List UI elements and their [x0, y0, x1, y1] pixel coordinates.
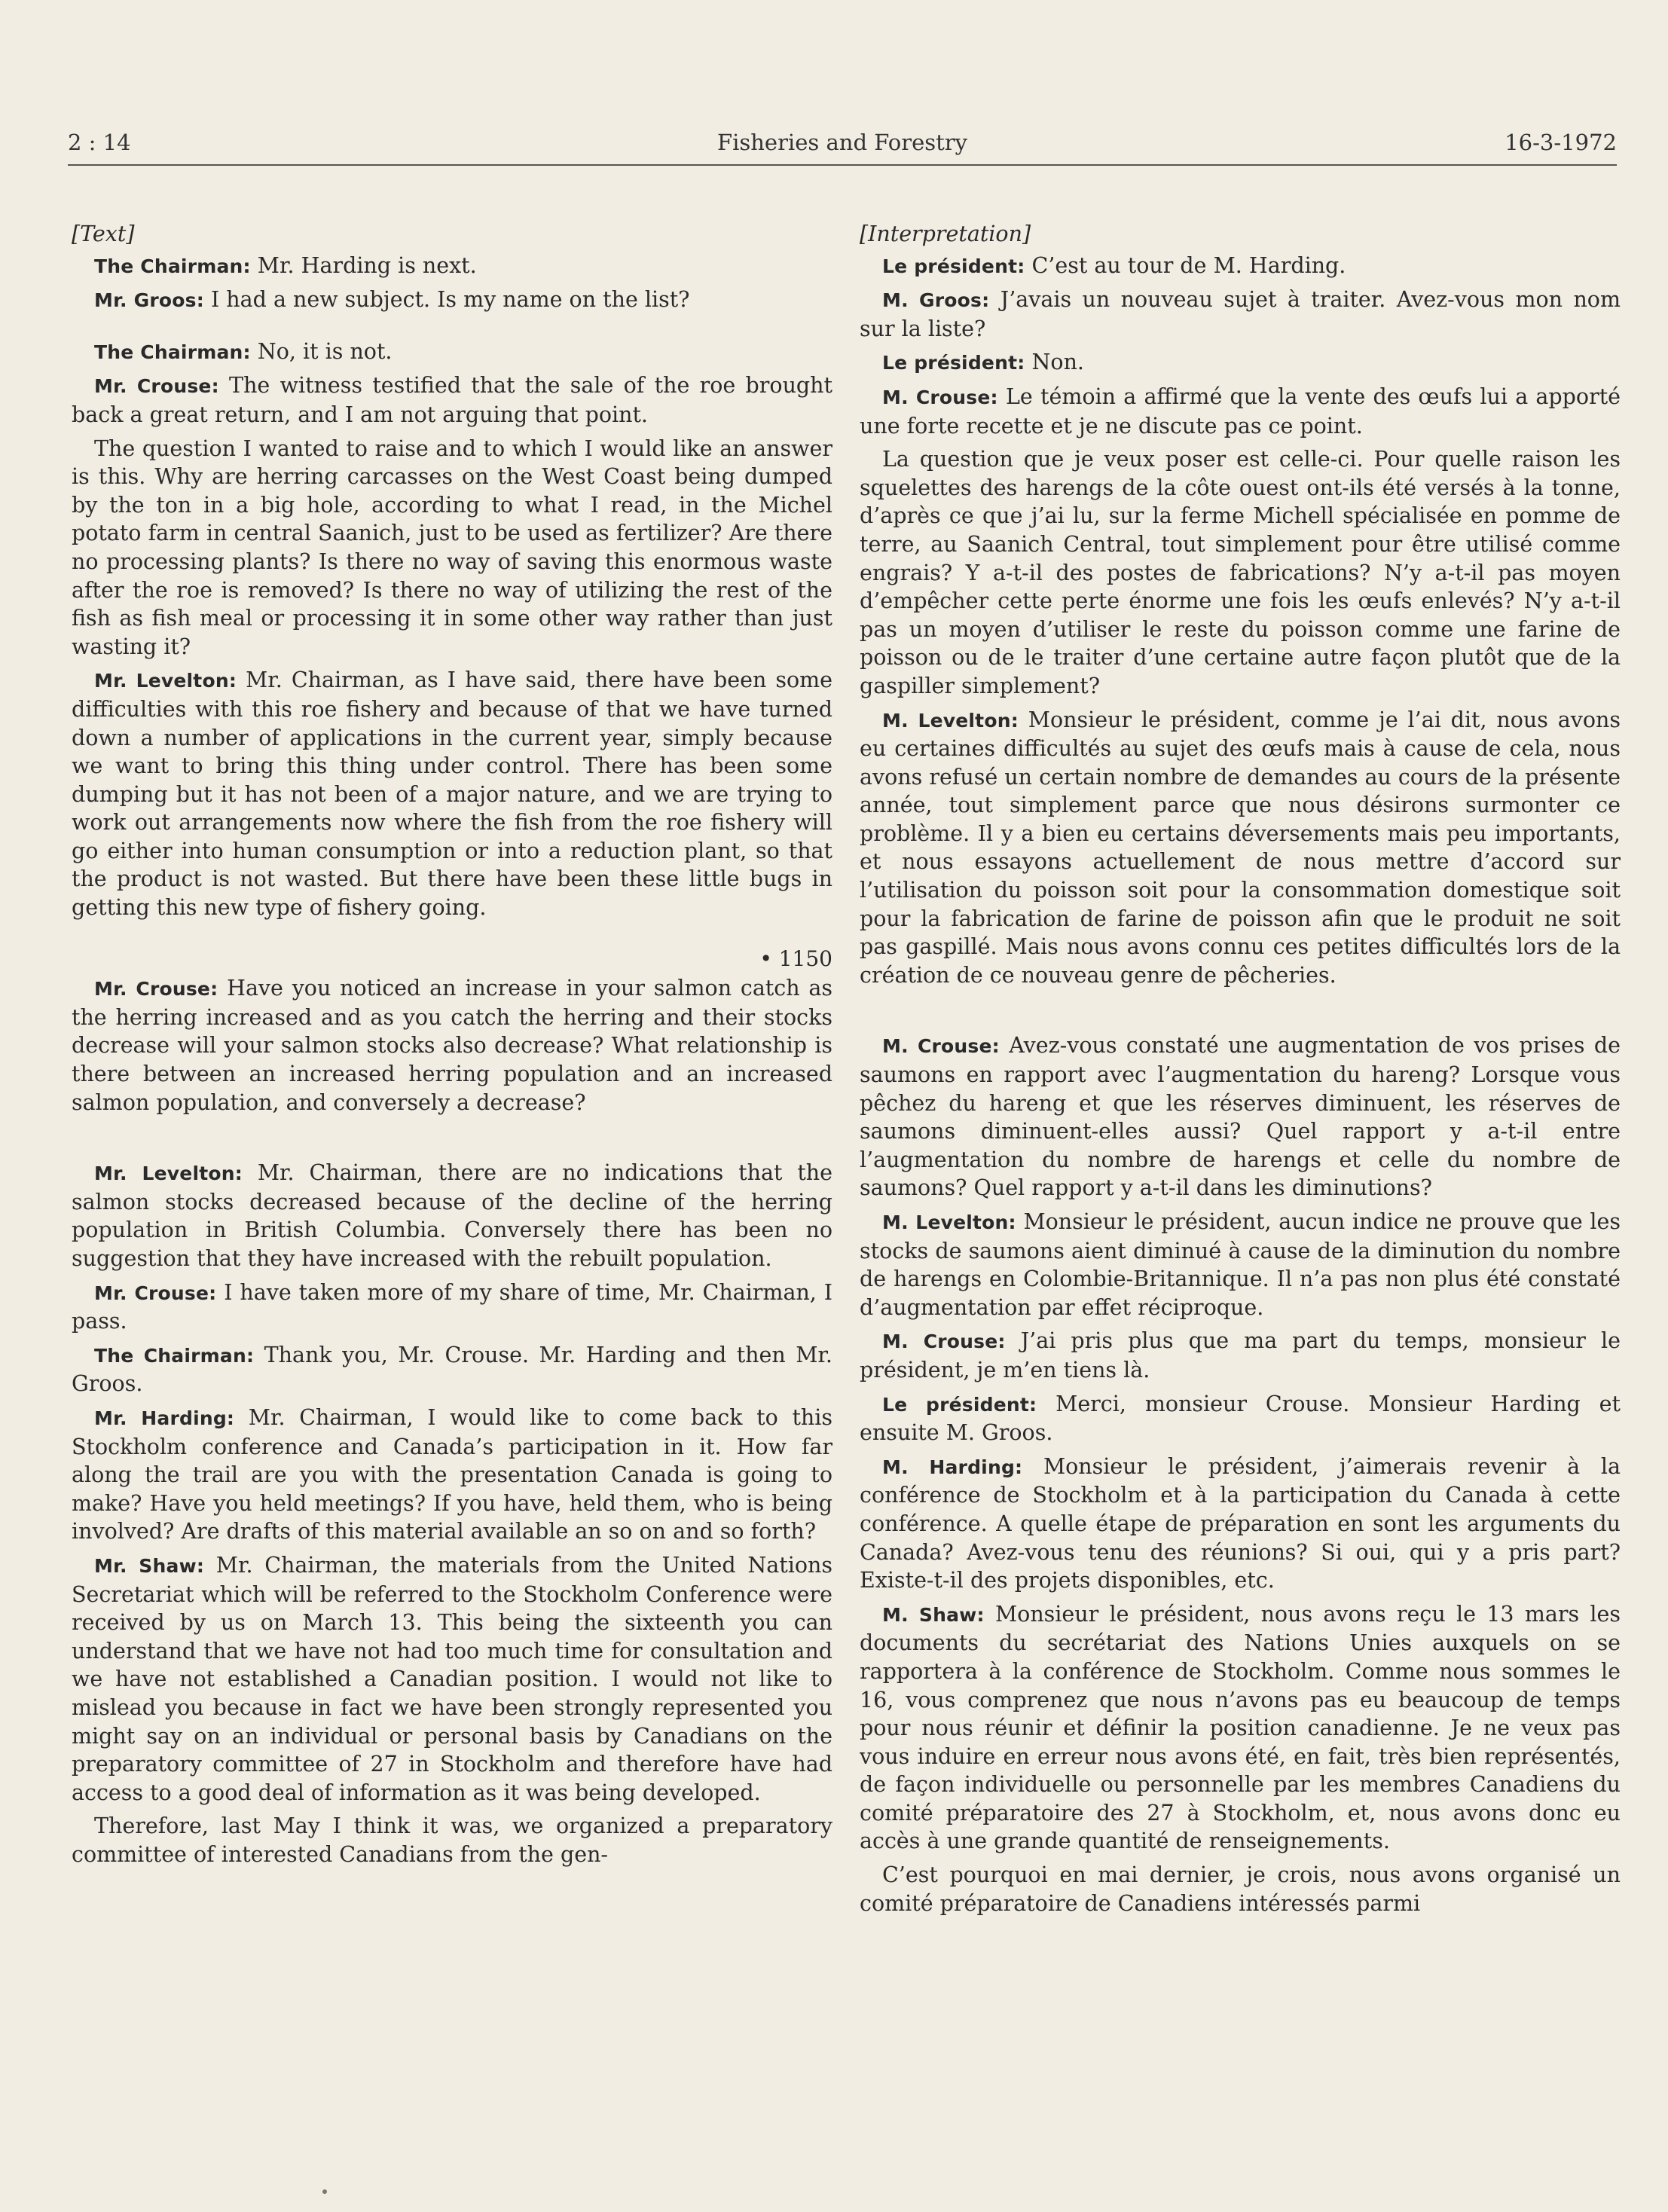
french-label: [Interpretation] — [860, 222, 1031, 246]
paragraph-text: Avez-vous constaté une augmentation de vos prises de saumons en rapport avec l’augmentation du hareng? Lorsque vous pêchez du hareng et que les réserves diminuent, les réserves de saumons diminuent-elles aussi? Quel rapport y a-t-il entre l’augmentation du nombre de harengs et celle du nombre de saumons? Quel rapport y a-t-il dans les diminutions? — [860, 1033, 1621, 1201]
paragraph — [72, 974, 832, 1117]
paragraph-text: No, it is not. — [250, 338, 393, 364]
speaker-name: Le président: — [882, 1393, 1037, 1416]
paragraph-text: Monsieur le président, nous avons reçu le 13 mars les documents du secrétariat des Nations Unies auxquels on se rapportera à la conférence de Stockholm. Comme nous sommes le 16, vous comprenez que nous n’avons pas eu beaucoup de temps pour nous réunir et définir la position canadienne. Je ne veux pas vous induire en erreur nous avons été, en fait, très bien représentés, de façon individuelle ou personnelle par les membres Canadiens du comité préparatoire des 27 à Stockholm, et, nous avons donc eu accès à une grande quantité de renseignements. — [860, 1601, 1621, 1854]
paragraph — [860, 286, 1621, 343]
paragraph — [860, 252, 1621, 281]
paragraph-text: La question que je veux poser est celle-ci. Pour quelle raison les squelettes des harengs de la côte ouest ont-ils été versés à la tonne, d’après ce que j’ai lu, sur la ferme Michell spécialisée en pomme de terre, au Saanich Central, tout simplement pour être utilisé comme engrais? Y a-t-il des postes de fabrications? N’y a-t-il pas moyen d’empêcher cette perte énorme une fois les œufs enlevés? N’y a-t-il pas un moyen d’utiliser le reste du poisson comme une farine de poisson ou de le traiter d’une certaine autre façon plutôt que de la gaspiller simplement? — [860, 447, 1621, 698]
page-header — [68, 130, 1617, 164]
paragraph — [860, 348, 1621, 377]
paragraph-text: Monsieur le président, comme je l’ai dit, nous avons eu certaines difficultés au sujet des œufs mais à cause de cela, nous avons refusé un certain nombre de demandes au cours de la présente année, tout simplement parce que nous désirons surmonter ce problème. Il y a bien eu certains déversements mais peu importants, et nous essayons actuellement de nous mettre d’accord sur l’utilisation du poisson soit pour la consommation domestique soit pour la fabrication de farine de poisson afin que le produit ne soit pas gaspillé. Mais nous avons connu ces petites difficultés lors de la création de ce nouveau genre de pêcheries. — [860, 707, 1621, 988]
paragraph-text: Mr. Chairman, the materials from the United Nations Secretariat which will be referred to the Stockholm Conference were received by us on March 13. This being the sixteenth you can understand that we have not had too much time for consultation and we have not established a Canadian position. I would not like to mislead you because in fact we have been strongly represented you might say on an individual or personal basis by Canadians on the preparatory committee of 27 in Stockholm and therefore have had access to a good deal of information as it was being developed. — [72, 1552, 832, 1805]
speaker-name: M. Crouse: — [882, 386, 998, 408]
paragraph-text: C’est au tour de M. Harding. — [1025, 252, 1346, 278]
paragraph — [72, 1404, 832, 1546]
paragraph-text: J’avais un nouveau sujet à traiter. Avez-vous mon nom sur la liste? — [860, 287, 1621, 341]
paragraph-text: I have taken more of my share of time, Mr. Chairman, I pass. — [72, 1279, 832, 1334]
paragraph-text: Mr. Chairman, as I have said, there have been some difficulties with this roe fishery and because of that we have turned down a number of applications in the current year, simply because we want to bring this thing under control. There has been some dumping but it has not been of a major nature, and we are trying to work out arrangements now where the fish from the roe fishery will go either into human consumption or into a reduction plant, so that the product is not wasted. But there have been these little bugs in getting this new type of fishery going. — [72, 668, 832, 921]
paragraph — [860, 1031, 1621, 1202]
paragraph — [72, 435, 832, 661]
paragraph-text: Mr. Chairman, there are no indications that the salmon stocks decreased because of the decline of the herring population in British Columbia. Conversely there has been no suggestion that they have increased with the rebuilt population. — [72, 1160, 832, 1271]
speaker-name: Mr. Crouse: — [94, 978, 218, 1001]
speaker-name: Mr. Crouse: — [94, 1282, 217, 1304]
speaker-name: Mr. Shaw: — [94, 1554, 205, 1577]
paragraph-text: I had a new subject. Is my name on the list? — [203, 287, 690, 313]
speaker-name: Mr. Levelton: — [94, 670, 237, 692]
paragraph — [72, 666, 832, 921]
paragraph — [860, 1453, 1621, 1595]
speaker-name: Le président: — [882, 352, 1025, 374]
paragraph-text: Merci, monsieur Crouse. Monsieur Harding et ensuite M. Groos. — [860, 1391, 1621, 1446]
speaker-name: Mr. Crouse: — [94, 375, 219, 398]
english-column — [72, 220, 832, 2179]
speaker-name: M. Levelton: — [882, 709, 1019, 732]
paragraph — [72, 371, 832, 429]
paragraph-text: J’ai pris plus que ma part du temps, monsieur le président, je m’en tiens là. — [860, 1328, 1621, 1382]
speaker-name: M. Shaw: — [882, 1603, 985, 1626]
speaker-name: M. Crouse: — [882, 1331, 1006, 1353]
speaker-name: M. Crouse: — [882, 1035, 1000, 1058]
paragraph — [72, 1812, 832, 1868]
speaker-name: The Chairman: — [94, 341, 251, 363]
speaker-name: Mr. Groos: — [94, 289, 204, 312]
speaker-name: The Chairman: — [94, 1344, 255, 1367]
speaker-name: M. Levelton: — [882, 1211, 1016, 1233]
paragraph — [72, 1159, 832, 1273]
time-marker: • 1150 — [759, 946, 832, 971]
paragraph — [860, 706, 1621, 990]
header-page-number: 2 : 14 — [68, 130, 131, 155]
speaker-name: The Chairman: — [94, 255, 251, 277]
paragraph-text: Have you noticed an increase in your salmon catch as the herring increased and as you catch the herring and their stocks decrease will your salmon stocks also decrease? What relationship is there between an increased herring population and an increased salmon population, and conversely a decrease? — [72, 976, 832, 1115]
paragraph-text: C’est pourquoi en mai dernier, je crois, nous avons organisé un comité préparatoire de Canadiens intéressés parmi — [860, 1862, 1621, 1916]
paragraph — [72, 1279, 832, 1336]
paragraph-text: Le témoin a affirmé que la vente des œufs lui a apporté une forte recette et je ne discute pas ce point. — [860, 383, 1621, 438]
paragraph-text: Monsieur le président, aucun indice ne prouve que les stocks de saumons aient diminué à cause de la diminution du nombre de harengs en Colombie-Britannique. Il n’a pas non plus été constaté d’augmentation par effet réciproque. — [860, 1209, 1621, 1320]
paragraph — [72, 338, 832, 367]
french-column — [860, 220, 1621, 2179]
paragraph-text: Thank you, Mr. Crouse. Mr. Harding and then Mr. Groos. — [72, 1342, 832, 1397]
header-title: Fisheries and Forestry — [716, 130, 968, 155]
paragraph-text: Mr. Harding is next. — [250, 252, 477, 278]
paragraph-text: The question I wanted to raise and to which I would like an answer is this. Why are herring carcasses on the West Coast being dumped by the ton in a big hole, according to what I read, in the Michel potato farm in central Saanich, just to be used as fertilizer? Are there no processing plants? Is there no way of saving this enormous waste after the roe is removed? Is there no way of utilizing the rest of the fish as fish meal or processing it in some other way rather than just wasting it? — [72, 435, 832, 659]
header-rule — [68, 164, 1617, 166]
paragraph-text: The witness testified that the sale of the roe brought back a great return, and I am not arguing that point. — [72, 373, 832, 427]
paragraph — [860, 1327, 1621, 1384]
paragraph — [72, 1551, 832, 1807]
speaker-name: M. Groos: — [882, 289, 990, 312]
speaker-name: M. Harding: — [882, 1456, 1023, 1478]
paragraph-text: Non. — [1025, 350, 1084, 375]
paragraph — [860, 1390, 1621, 1447]
speaker-name: Mr. Levelton: — [94, 1163, 243, 1185]
paragraph-text: Monsieur le président, j’aimerais revenir à la conférence de Stockholm et à la participation du Canada à cette conférence. A quelle étape de préparation en sont les arguments du Canada? Avez-vous tenu des réunions? Si oui, qui y a pris part? Existe-t-il des projets disponibles, etc. — [860, 1453, 1621, 1593]
paragraph — [860, 445, 1621, 700]
paragraph — [860, 1208, 1621, 1321]
paragraph — [860, 1600, 1621, 1856]
paragraph-text: Therefore, last May I think it was, we organized a preparatory committee of interested Canadians from the gen- — [72, 1813, 832, 1867]
paragraph — [860, 383, 1621, 440]
english-label: [Text] — [72, 222, 135, 246]
speaker-name: Mr. Harding: — [94, 1407, 235, 1429]
paragraph — [72, 252, 832, 281]
paragraph — [72, 1341, 832, 1398]
speaker-name: Le président: — [882, 255, 1025, 277]
header-date: 16-3-1972 — [1505, 130, 1617, 155]
paragraph — [860, 1861, 1621, 1917]
paragraph-text: Mr. Chairman, I would like to come back to this Stockholm conference and Canada’s participation in it. How far along the trail are you with the presentation Canada is going to make? Have you held meetings? If you have, held them, who is being involved? Are drafts of this material available an so on and so forth? — [72, 1404, 832, 1544]
print-speck — [322, 2189, 327, 2194]
paragraph — [72, 286, 832, 315]
